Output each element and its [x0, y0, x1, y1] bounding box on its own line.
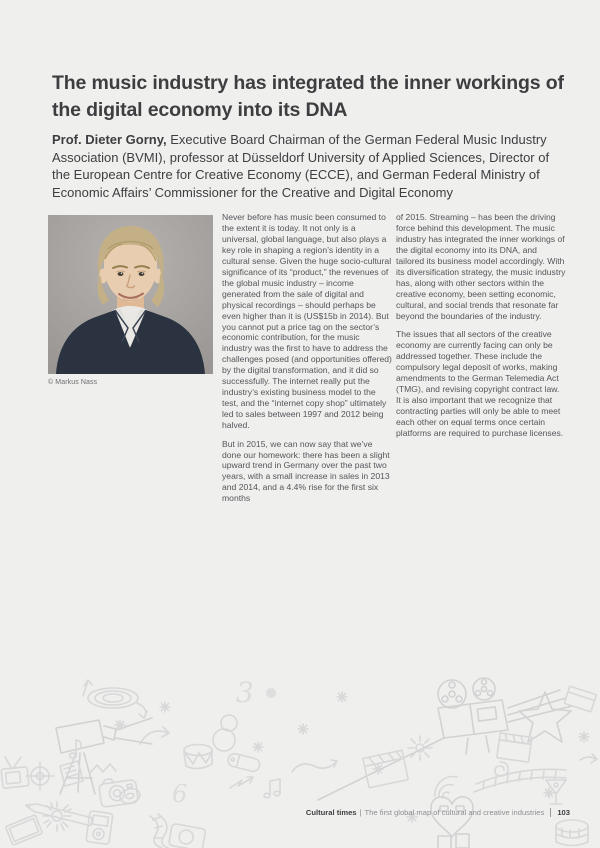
lightning-arrow-doodle [230, 777, 253, 788]
wavy-arrow-doodle [292, 760, 337, 772]
usb-stick-doodle [227, 752, 261, 772]
footer-subtitle: The first global map of cultural and creative industries [364, 808, 545, 817]
paragraph: The issues that all sectors of the creative economy are currently facing can only be addressed together. These include the compulsory legal deposit of works, making amendments to the German Telemedia Act (TMG), and revising copyright contract law. It is also important that we recognize that contracting parties will only be able to meet each other on equal terms once certain platforms are required to purchase licenses. [396, 329, 564, 438]
curved-arrow-doodle [140, 727, 169, 744]
retro-tv-doodle [0, 755, 29, 789]
heart-camera-doodle [431, 797, 473, 848]
cinema-ticket-doodle [5, 815, 42, 846]
author-name: Prof. Dieter Gorny, [52, 132, 167, 147]
article-title: The music industry has integrated the inner workings of the digital economy into its DNA [52, 72, 564, 121]
photo-credit: © Markus Nass [48, 379, 98, 386]
dot-doodle [266, 688, 276, 698]
numeral-6-doodle: 6 [172, 780, 188, 808]
media-player-doodle [86, 811, 113, 845]
figure-eight-doodle [213, 715, 237, 751]
paragraph: of 2015. Streaming – has been the driving force behind this development. The music industry has integrated the inner workings of the digital economy into its DNA, and tailored its business model accordingly. With its diversification strategy, the music industry has, along with other sectors within the creative economy, been setting economic, cultural, and social trends that resonate far beyond the boundaries of the industry. [396, 212, 566, 321]
camera-doodle-2 [169, 823, 206, 848]
winding-film-doodle [150, 814, 168, 848]
article-column-2 [396, 212, 566, 446]
paragraph: Never before has music been consumed to the extent it is today. It not only is a universal, global language, but also plays a key role in shaping a region’s identity in a cultural sense. Given the huge socio-cultural significance of its “product,” the revenues of the global music industry – income generated from the sale of digital and physical recordings – should perhaps be even higher than it is (US$15b in 2014). But you cannot put a price tag on the sector’s economic contribution, for the music industry was the first to have to address the challenges posed (and opportunities offered) by the digital transformation, and it did so successfully. The internet really put the industry’s existing business model to the test, and the “internet copy shop” ultimately led to sales between 1997 and 2012 being halved. [222, 212, 392, 431]
spiral-doodle [495, 762, 508, 776]
paragraph: But in 2015, we can now say that we’ve done our homework: there has been a slight upward trend in Germany over the past two years, with a small increase in sales in 2013 and 2014, and a 4.4% rise for the first six months [222, 438, 390, 504]
double-note-doodle [264, 779, 280, 798]
footer-rule [550, 808, 551, 817]
portrait-illustration [48, 215, 213, 374]
fireworks-doodle-2 [408, 736, 432, 760]
author-description: Executive Board Chairman of the German Federal Music Industry Association (BVMI), professor at Düsseldorf University of Applied Sciences, Director of the European Centre for Creative Economy (ECCE), and German Federal Ministry of Economic Affairs’ Commissioner for the Creative and Digital Economy [52, 132, 550, 200]
clapperboard-doodle-2 [497, 733, 532, 762]
byline [52, 131, 568, 201]
article-column-1 [222, 212, 392, 512]
publication-name: Cultural times [305, 808, 357, 817]
page-footer [306, 808, 570, 817]
sound-arcs-doodle [435, 777, 457, 798]
zigzag-doodle [90, 764, 116, 773]
film-coil-doodle [88, 688, 147, 718]
page-number: 103 [557, 808, 570, 817]
numeral-3-doodle: 3 [236, 676, 254, 709]
postcard-doodle [564, 686, 596, 712]
coin-stack-doodle [556, 820, 588, 846]
footer-separator: | [359, 808, 362, 817]
portrait-photo [48, 215, 213, 374]
small-arrow-doodle [580, 754, 597, 763]
creative-doodles-band [0, 676, 600, 848]
drum-doodle [184, 745, 212, 769]
clapperboard-doodle-1 [363, 750, 408, 788]
target-doodle [26, 762, 54, 790]
